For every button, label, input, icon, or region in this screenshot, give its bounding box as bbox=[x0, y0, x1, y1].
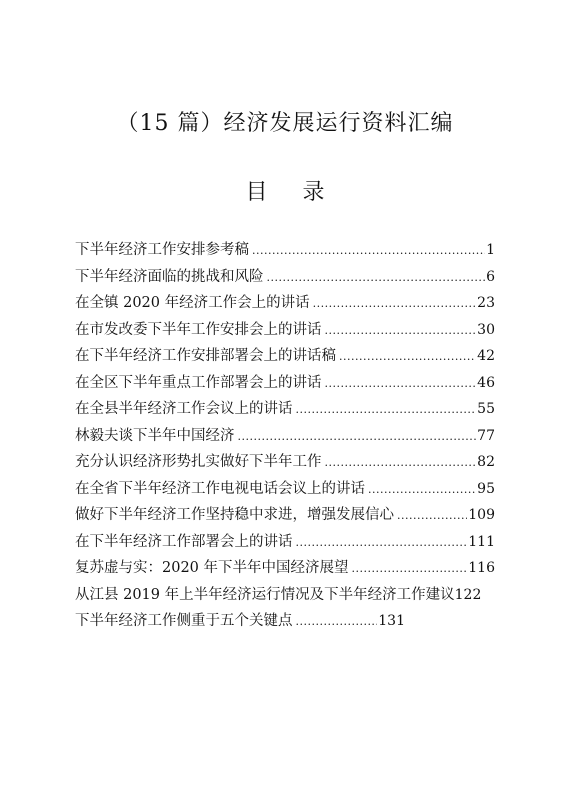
toc-entry-page: 82 bbox=[477, 454, 495, 470]
toc-entry[interactable] bbox=[75, 424, 495, 451]
toc-entry-page: 23 bbox=[477, 295, 495, 311]
toc-entry[interactable] bbox=[75, 344, 495, 371]
dot-leader bbox=[296, 403, 477, 416]
toc-entry-page: 116 bbox=[468, 560, 495, 576]
toc-entry-title: 复苏虚与实：2020 年下半年中国经济展望 bbox=[75, 560, 349, 576]
toc-entry[interactable] bbox=[75, 291, 495, 318]
document-title: （15 篇）经济发展运行资料汇编 bbox=[116, 111, 454, 136]
toc-entry-title: 做好下半年经济工作坚持稳中求进，增强发展信心 bbox=[75, 507, 394, 523]
toc-entry-page: 95 bbox=[477, 480, 495, 497]
toc-entry[interactable] bbox=[75, 477, 495, 504]
toc-entry-page: 46 bbox=[477, 374, 495, 391]
toc-entry-title: 下半年经济面临的挑战和风险 bbox=[75, 268, 264, 285]
toc-entry[interactable] bbox=[75, 583, 495, 610]
toc-entry-page: 111 bbox=[468, 533, 495, 550]
toc-entry[interactable] bbox=[75, 503, 495, 530]
toc-entry[interactable] bbox=[75, 265, 495, 292]
dot-leader bbox=[296, 536, 468, 549]
toc-entry-title: 在下半年经济工作安排部署会上的讲话稿 bbox=[75, 348, 336, 364]
toc-entry-page: 55 bbox=[477, 401, 495, 417]
toc-entry-title: 下半年经济工作侧重于五个关键点 bbox=[75, 613, 293, 629]
dot-leader bbox=[325, 456, 477, 469]
dot-leader bbox=[397, 509, 467, 522]
toc-entry-page: 109 bbox=[468, 507, 495, 523]
toc-entry-title: 在全县半年经济工作会议上的讲话 bbox=[75, 401, 293, 417]
dot-leader bbox=[325, 377, 477, 390]
dot-leader bbox=[339, 350, 476, 363]
toc-entry[interactable] bbox=[75, 609, 405, 636]
toc-entry-title: 充分认识经济形势扎实做好下半年工作 bbox=[75, 454, 322, 470]
toc-entry-title: 在下半年经济工作部署会上的讲话 bbox=[75, 533, 293, 550]
toc-entry-title: 从江县 2019 年上半年经济运行情况及下半年经济工作建议 bbox=[75, 586, 455, 603]
toc-entry-page: 122 bbox=[454, 586, 482, 603]
table-of-contents bbox=[75, 238, 495, 636]
toc-entry[interactable] bbox=[75, 556, 495, 583]
dot-leader bbox=[368, 483, 476, 496]
dot-leader bbox=[352, 562, 468, 575]
dot-leader bbox=[252, 244, 485, 257]
toc-entry-page: 131 bbox=[378, 613, 405, 629]
toc-entry[interactable] bbox=[75, 450, 495, 477]
dot-leader bbox=[296, 615, 378, 628]
toc-entry-title: 林毅夫谈下半年中国经济 bbox=[75, 427, 235, 444]
toc-entry-page: 6 bbox=[486, 268, 495, 285]
toc-entry-page: 1 bbox=[486, 242, 495, 258]
toc-entry-title: 在全省下半年经济工作电视电话会议上的讲话 bbox=[75, 480, 365, 497]
toc-entry[interactable] bbox=[75, 397, 495, 424]
toc-entry-title: 在全镇 2020 年经济工作会上的讲话 bbox=[75, 295, 310, 311]
toc-entry-title: 下半年经济工作安排参考稿 bbox=[75, 242, 249, 258]
toc-entry[interactable] bbox=[75, 318, 495, 345]
toc-entry[interactable] bbox=[75, 371, 495, 398]
toc-heading: 目 录 bbox=[245, 180, 339, 205]
toc-entry-page: 30 bbox=[477, 321, 495, 338]
toc-entry[interactable] bbox=[75, 238, 495, 265]
dot-leader bbox=[325, 324, 477, 337]
toc-entry-title: 在市发改委下半年工作安排会上的讲话 bbox=[75, 321, 322, 338]
toc-entry-page: 42 bbox=[477, 348, 495, 364]
dot-leader bbox=[238, 430, 477, 443]
toc-entry-title: 在全区下半年重点工作部署会上的讲话 bbox=[75, 374, 322, 391]
dot-leader bbox=[313, 297, 477, 310]
toc-entry-page: 77 bbox=[477, 427, 495, 444]
toc-entry[interactable] bbox=[75, 530, 495, 557]
dot-leader bbox=[267, 271, 486, 284]
